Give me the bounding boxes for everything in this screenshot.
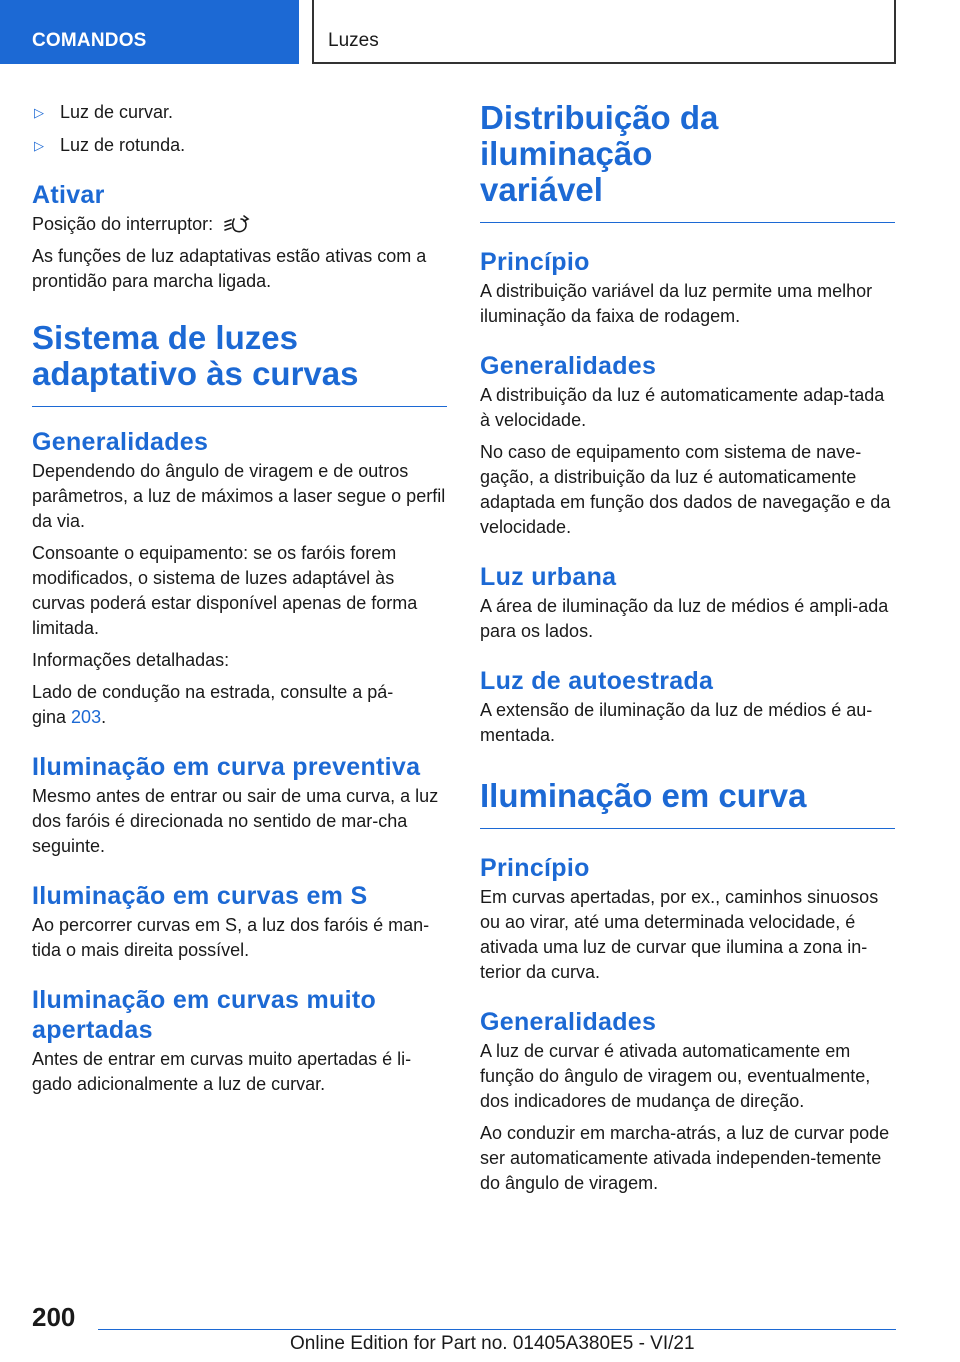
triangle-bullet-icon: ▷	[34, 105, 44, 120]
paragraph: No caso de equipamento com sistema de nave-gação, a distribuição da luz é automaticamente adaptada em função dos dados de navegação e da velocidade.	[480, 442, 891, 537]
ativar-text: As funções de luz adaptativas estão ativas com a prontidão para marcha ligada.	[32, 246, 427, 291]
ativar-heading: Ativar	[32, 181, 105, 209]
left-column	[32, 100, 447, 1104]
list-item: ▷ Luz de curvar.	[32, 100, 447, 125]
preventiva-heading: Iluminação em curva preventiva	[32, 753, 421, 781]
page-link[interactable]: 203	[71, 707, 102, 727]
paragraph: Informações detalhadas:	[32, 650, 230, 670]
luz-urbana-heading: Luz urbana	[480, 563, 617, 591]
curva-section-title: Iluminação em curva	[480, 778, 895, 829]
paragraph: A distribuição variável da luz permite uma melhor iluminação da faixa de rodagem.	[480, 281, 873, 326]
apertadas-heading: Iluminação em curvas muito apertadas	[32, 986, 377, 1044]
triangle-bullet-icon: ▷	[34, 138, 44, 153]
switch-position: Posição do interruptor:	[32, 212, 447, 237]
right-column	[480, 100, 895, 1203]
paragraph: Antes de entrar em curvas muito apertadas é li-gado adicionalmente a luz de curvar.	[32, 1049, 412, 1094]
paragraph: Ao conduzir em marcha-atrás, a luz de curvar pode ser automaticamente ativada independen-temente do ângulo de viragem.	[480, 1123, 890, 1193]
paragraph: Consoante o equipamento: se os faróis forem modificados, o sistema de luzes adaptável às curvas poderá estar disponível apenas de forma limitada.	[32, 543, 418, 638]
list-item: ▷ Luz de rotunda.	[32, 133, 447, 158]
generalidades-heading: Generalidades	[480, 352, 657, 380]
paragraph: A distribuição da luz é automaticamente adap-tada à velocidade.	[480, 385, 885, 430]
generalidades-heading: Generalidades	[32, 428, 209, 456]
principio-heading: Princípio	[480, 854, 590, 882]
generalidades-heading: Generalidades	[480, 1008, 657, 1036]
distribuicao-section-title: Distribuição da iluminação variável	[480, 100, 895, 223]
principio-heading: Princípio	[480, 248, 590, 276]
luz-autoestrada-heading: Luz de autoestrada	[480, 667, 714, 695]
paragraph: Dependendo do ângulo de viragem e de outros parâmetros, a luz de máximos a laser segue o perfil da via.	[32, 461, 446, 531]
paragraph: Mesmo antes de entrar ou sair de uma curva, a luz dos faróis é direcionada no sentido de mar-cha seguinte.	[32, 786, 439, 856]
chapter-title: Luzes	[312, 0, 896, 64]
section-tab: COMANDOS	[0, 0, 299, 64]
paragraph: A área de iluminação da luz de médios é ampli-ada para os lados.	[480, 596, 889, 641]
paragraph: Lado de condução na estrada, consulte a pá- gina 203.	[32, 682, 394, 727]
paragraph: A extensão de iluminação da luz de médios é au-mentada.	[480, 700, 873, 745]
page-number: 200	[32, 1302, 76, 1332]
curvas-s-heading: Iluminação em curvas em S	[32, 882, 368, 910]
adaptive-light-switch-icon	[224, 214, 252, 236]
edition-note: Online Edition for Part no. 01405A380E5 - VI/21	[290, 1333, 695, 1354]
paragraph: Em curvas apertadas, por ex., caminhos sinuosos ou ao virar, até uma determinada velocidade, é ativada uma luz de curvar que ilumina a zona in-terior da curva.	[480, 887, 879, 982]
paragraph: Ao percorrer curvas em S, a luz dos faróis é man-tida o mais direita possível.	[32, 915, 430, 960]
footer-divider	[98, 1329, 896, 1330]
paragraph: A luz de curvar é ativada automaticamente em função do ângulo de viragem ou, eventualmente, dos indicadores de mudança de direção.	[480, 1041, 871, 1111]
sistema-section-title: Sistema de luzes adaptativo às curvas	[32, 320, 447, 407]
